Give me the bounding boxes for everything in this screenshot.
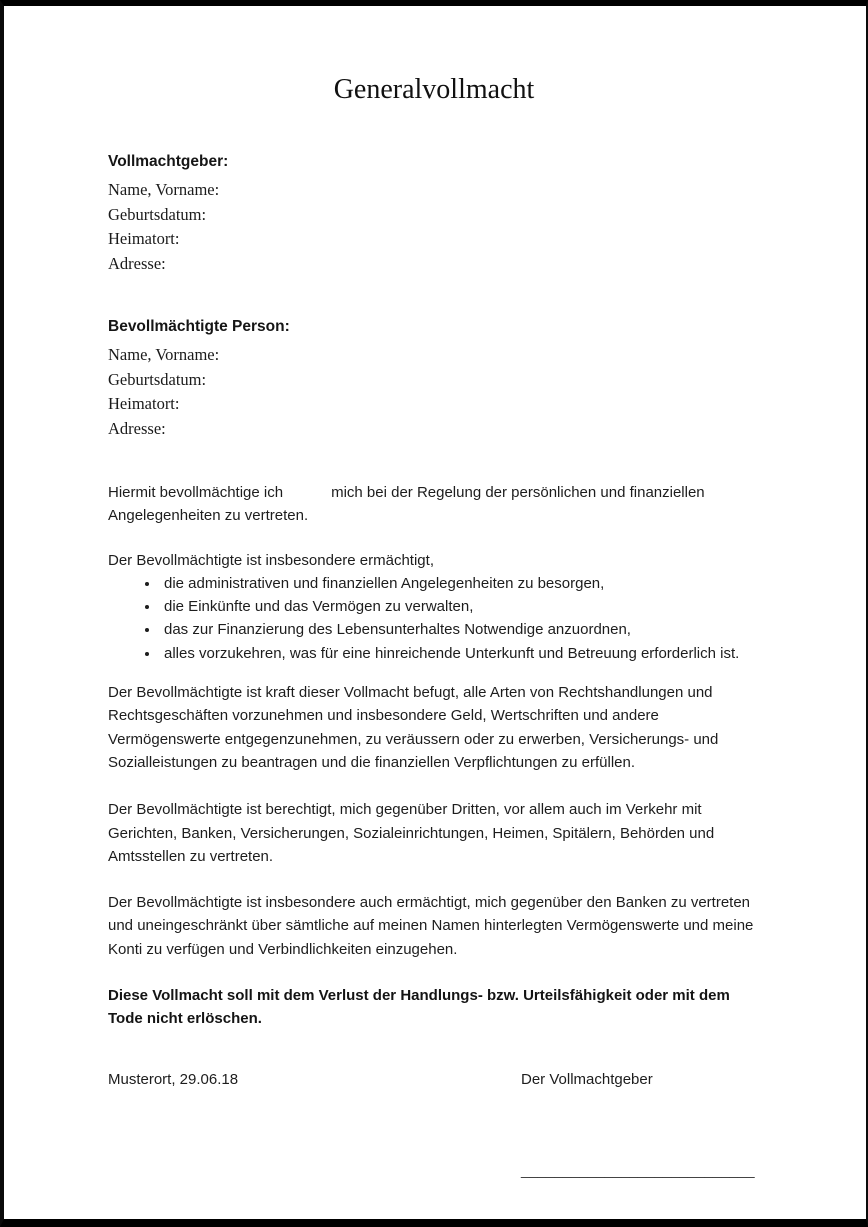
banks-paragraph: Der Bevollmächtigte ist insbesondere auch ermächtigt, mich gegenüber den Banken zu vertreten und uneingeschränkt über sämtliche auf meinen Namen hinterlegten Vermögenswerte und meine Konti zu verfügen und Verbindlichkeiten einzugehen. — [108, 894, 754, 958]
authorization-text-before-name: Hiermit bevollmächtige ich — [108, 484, 284, 501]
grantor-field-birthdate: Geburtsdatum: — [108, 204, 207, 224]
powers-item-accommodation: • alles vorzukehren, was für eine hinreichende Unterkunft und Betreuung erforderlich ist. — [160, 642, 760, 665]
grantor-field-address: Adresse: — [108, 253, 166, 273]
date-signature-row — [108, 1071, 760, 1094]
place-date: Musterort, 29.06.18 — [108, 1070, 239, 1088]
document-content — [4, 72, 866, 1227]
signature-line: ____________________________ — [521, 1161, 755, 1179]
document-title: Generalvollmacht — [333, 74, 535, 105]
attorney-field-address: Adresse: — [108, 418, 166, 438]
grantor-heading: Vollmachtgeber: — [108, 153, 229, 170]
authorization-paragraph — [108, 481, 760, 528]
powers-list — [108, 572, 760, 665]
representation-paragraph: Der Bevollmächtigte ist berechtigt, mich gegenüber Dritten, vor allem auch im Verkehr mit Gerichten, Banken, Versicherungen, Sozialeinrichtungen, Heimen, Spitälern, Behörden und Amtsstellen zu vertreten. — [108, 801, 715, 865]
powers-intro: Der Bevollmächtigte ist insbesondere ermächtigt, — [108, 551, 434, 569]
attorney-fields — [108, 343, 760, 441]
attorney-field-name: Name, Vorname: — [108, 345, 220, 364]
powers-item-administration: • die administrativen und finanziellen Angelegenheiten zu besorgen, — [160, 572, 760, 595]
attorney-heading: Bevollmächtigte Person: — [108, 318, 290, 335]
powers-item-income-assets: • die Einkünfte und das Vermögen zu verwalten, — [160, 595, 760, 618]
authorization-text-after-name: mich bei der Regelung der persönlichen und finanziellen Angelegenheiten zu vertreten. — [108, 484, 705, 525]
powers-item-financing: • das zur Finanzierung des Lebensunterhaltes Notwendige anzuordnen, — [160, 618, 760, 641]
grantor-fields — [108, 178, 760, 276]
legal-acts-paragraph: Der Bevollmächtigte ist kraft dieser Vollmacht befugt, alle Arten von Rechtshandlungen und Rechtsgeschäften vorzunehmen und insbesondere Geld, Wertschriften und andere Vermögenswerte entgegenzunehmen, zu veräussern oder zu erwerben, Versicherungs- und Sozialleistungen zu beantragen und die finanziellen Verpflichtungen zu erfüllen. — [108, 684, 719, 771]
attorney-field-birthdate: Geburtsdatum: — [108, 369, 207, 389]
attorney-section — [108, 316, 760, 441]
validity-paragraph: Diese Vollmacht soll mit dem Verlust der Handlungs- bzw. Urteilsfähigkeit oder mit dem Tode nicht erlöschen. — [108, 987, 730, 1028]
attorney-field-hometown: Heimatort: — [108, 394, 180, 413]
grantor-section — [108, 151, 760, 276]
grantor-field-hometown: Heimatort: — [108, 229, 180, 248]
grantor-field-name: Name, Vorname: — [108, 180, 220, 199]
signer-label: Der Vollmachtgeber — [521, 1070, 653, 1088]
